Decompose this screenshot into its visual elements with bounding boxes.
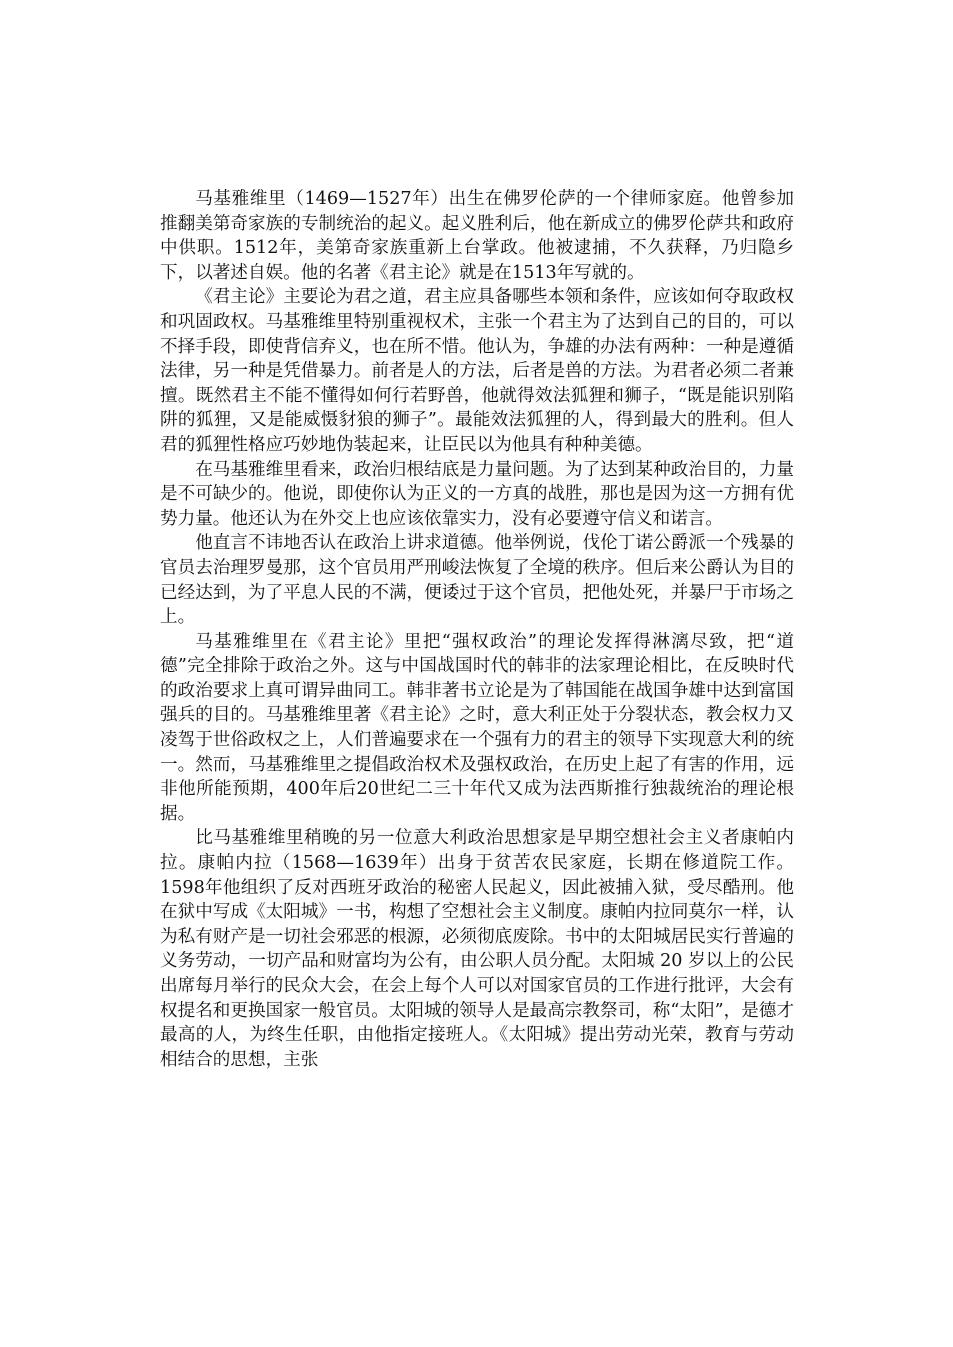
paragraph-campanella: 比马基雅维里稍晚的另一位意大利政治思想家是早期空想社会主义者康帕内拉。康帕内拉（1568—1639年）出身于贫苦农民家庭，长期在修道院工作。1598年他组织了反对西班牙政治的秘密人民起义，因此被捕入狱，受尽酷刑。他在狱中写成《太阳城》一书，构想了空想社会主义制度。康帕内拉同莫尔一样，认为私有财产是一切社会邪恶的根源，必须彻底废除。书中的太阳城居民实行普遍的义务劳动，一切产品和财富均为公有，由公职人员分配。太阳城 20 岁以上的公民出席每月举行的民众大会，在会上每个人可以对国家官员的工作进行批评，大会有权提名和更换国家一般官员。太阳城的领导人是最高宗教祭司，称“太阳”，是德才最高的人，为终生任职，由他指定接班人。《太阳城》提出劳动光荣，教育与劳动相结合的思想，主张: [160, 828, 794, 1070]
paragraph-morality-denial: 他直言不讳地否认在政治上讲求道德。他举例说，伐伦丁诺公爵派一个残暴的官员去治理罗曼那，这个官员用严刑峻法恢复了全境的秩序。但后来公爵认为目的已经达到，为了平息人民的不满，便诿过于这个官员，把他处死，并暴尸于市场之上。: [160, 533, 794, 628]
paragraph-the-prince: 《君主论》主要论为君之道，君主应具备哪些本领和条件，应该如何夺取政权和巩固政权。马基雅维里特别重视权术，主张一个君主为了达到自己的目的，可以不择手段，即使背信弃义，也在所不惜。他认为，争雄的办法有两种：一种是遵循法律，另一种是凭借暴力。前者是人的方法，后者是兽的方法。为君者必须二者兼擅。既然君主不能不懂得如何行若野兽，他就得效法狐狸和狮子，“既是能识别陷阱的狐狸，又是能威慑豺狼的狮子”。最能效法狐狸的人，得到最大的胜利。但人君的狐狸性格应巧妙地伪装起来，让臣民以为他具有种种美德。: [160, 287, 794, 455]
paragraph-machiavelli-biography: 马基雅维里（1469—1527年）出生在佛罗伦萨的一个律师家庭。他曾参加推翻美第奇家族的专制统治的起义。起义胜利后，他在新成立的佛罗伦萨共和政府中供职。1512年，美第奇家族重新上台掌政。他被逮捕，不久获释，乃归隐乡下，以著述自娱。他的名著《君主论》就是在1513年写就的。: [160, 189, 794, 283]
body-text: [160, 187, 794, 1072]
paragraph-power-politics: 在马基雅维里看来，政治归根结底是力量问题。为了达到某种政治目的，力量是不可缺少的。他说，即使你认为正义的一方真的战胜，那也是因为这一方拥有优势力量。他还认为在外交上也应该依靠实力，没有必要遵守信义和诺言。: [160, 459, 794, 529]
paragraph-han-fei-comparison: 马基雅维里在《君主论》里把“强权政治”的理论发挥得淋漓尽致，把“道德”完全排除于政治之外。这与中国战国时代的韩非的法家理论相比，在反映时代的政治要求上真可谓异曲同工。韩非著书立论是为了韩国能在战国争雄中达到富国强兵的目的。马基雅维里著《君主论》之时，意大利正处于分裂状态，教会权力又凌驾于世俗政权之上，人们普遍要求在一个强有力的君主的领导下实现意大利的统一。然而，马基雅维里之提倡政治权术及强权政治，在历史上起了有害的作用，远非他所能预期，400年后20世纪二三十年代又成为法西斯推行独裁统治的理论根据。: [160, 631, 794, 824]
